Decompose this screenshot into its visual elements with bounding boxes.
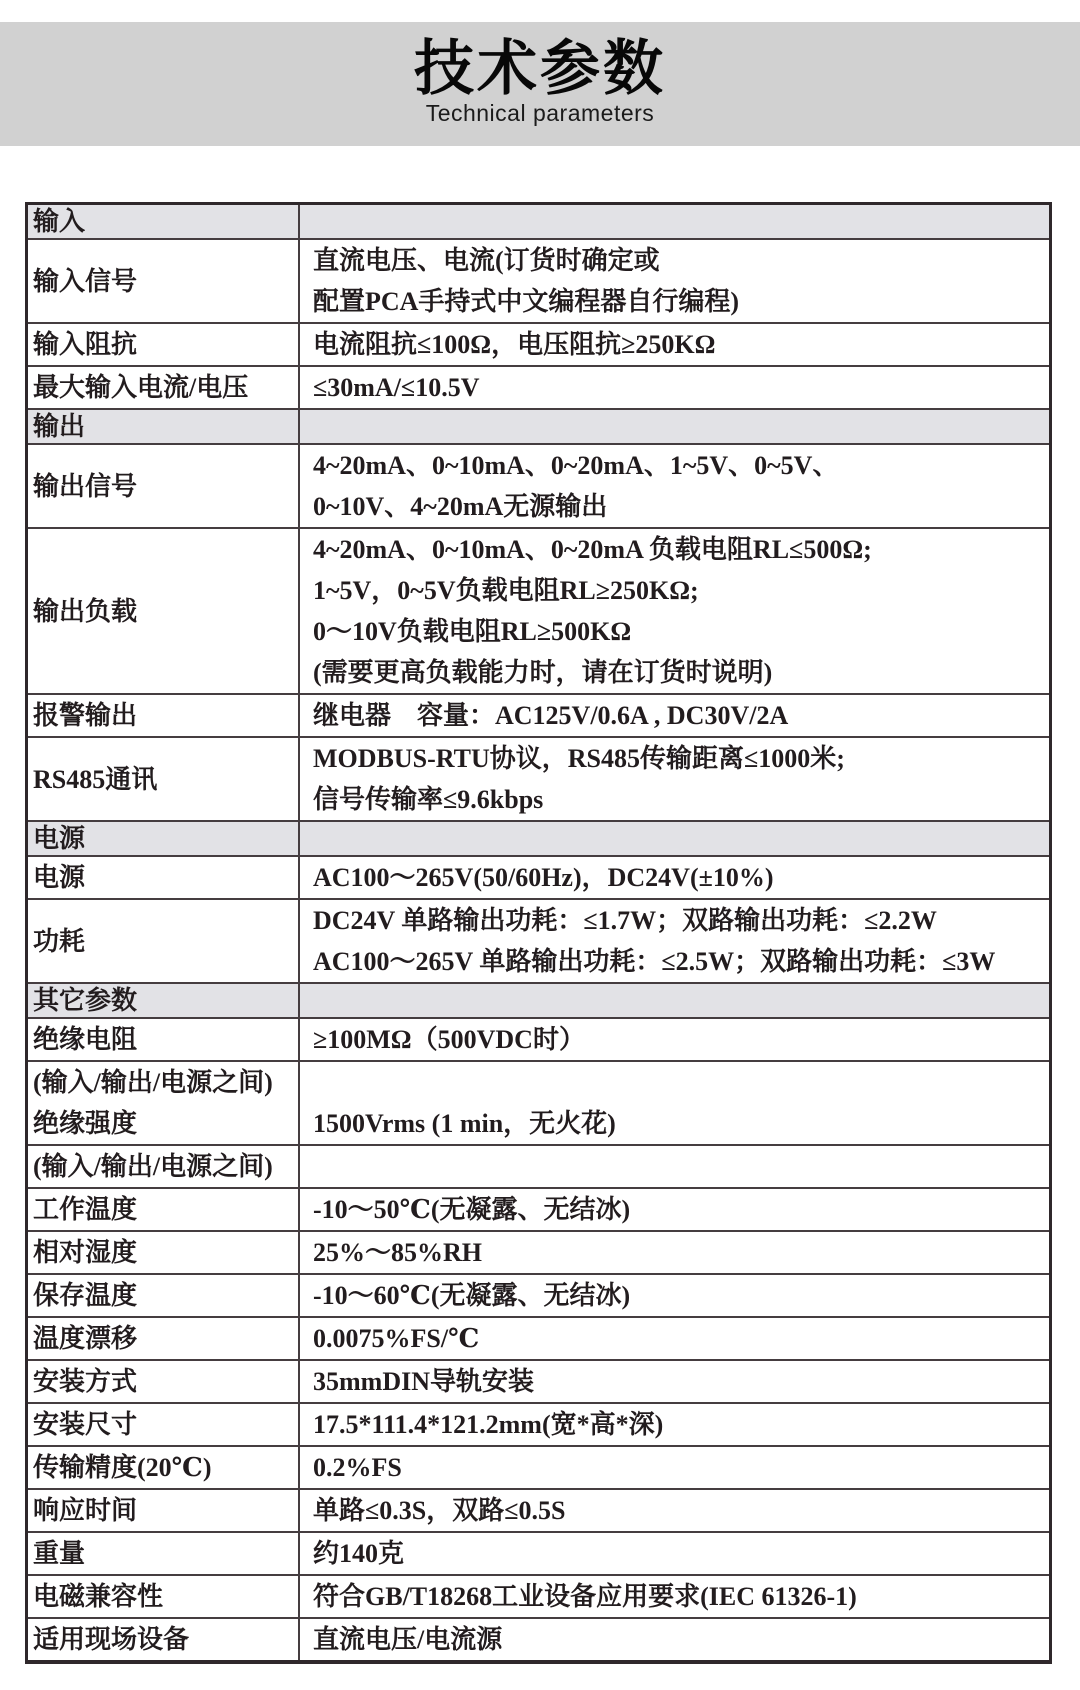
spec-row — [28, 898, 1049, 982]
title-banner — [0, 22, 1080, 146]
param-value: DC24V 单路输出功耗：≤1.7W；双路输出功耗：≤2.2W — [313, 906, 937, 935]
param-value-cell — [300, 1275, 1049, 1316]
param-value-cell — [300, 324, 1049, 365]
param-name: (输入/输出/电源之间) — [33, 1152, 273, 1181]
param-name-cell — [28, 1533, 300, 1574]
param-value: 电流阻抗≤100Ω，电压阻抗≥250KΩ — [313, 330, 716, 359]
param-name-cell — [28, 1619, 300, 1660]
section-title: 电源 — [33, 824, 86, 853]
param-name-cell — [28, 1019, 300, 1060]
spec-row — [28, 1187, 1049, 1230]
param-value: MODBUS-RTU协议，RS485传输距离≤1000米; — [313, 744, 845, 773]
param-value-cell — [300, 1361, 1049, 1402]
param-name: 相对湿度 — [33, 1238, 138, 1267]
spec-row — [28, 736, 1049, 820]
spec-row — [28, 443, 1049, 527]
param-value-cell — [300, 1447, 1049, 1488]
param-value: ≥100MΩ（500VDC时） — [313, 1025, 585, 1054]
param-value-cell — [300, 1533, 1049, 1574]
param-name: 响应时间 — [33, 1496, 138, 1525]
param-value: 0.0075%FS/℃ — [313, 1324, 480, 1353]
param-name: 输出负载 — [33, 596, 138, 626]
param-name: 重量 — [33, 1539, 86, 1568]
spec-row — [28, 527, 1049, 693]
param-name: RS485通讯 — [33, 764, 158, 794]
param-name: 绝缘强度 — [33, 1109, 138, 1138]
param-value: 4~20mA、0~10mA、0~20mA 负载电阻RL≤500Ω; — [313, 535, 872, 564]
spec-row — [28, 322, 1049, 365]
param-name: 输入阻抗 — [33, 330, 138, 359]
param-name: (输入/输出/电源之间) — [33, 1068, 273, 1097]
param-value: 直流电压/电流源 — [313, 1625, 503, 1654]
spec-row — [28, 1531, 1049, 1574]
param-name: 功耗 — [33, 926, 86, 956]
param-value: 配置PCA手持式中文编程器自行编程) — [313, 287, 740, 316]
param-name-cell — [28, 984, 300, 1017]
param-value: 直流电压、电流(订货时确定或 — [313, 246, 660, 275]
param-value-cell — [300, 1576, 1049, 1617]
param-value-cell — [300, 1062, 1049, 1144]
param-name: 绝缘电阻 — [33, 1025, 138, 1054]
param-name-cell — [28, 1146, 300, 1187]
param-name: 输出信号 — [33, 471, 138, 501]
page-subtitle: Technical parameters — [425, 100, 655, 126]
param-value: 符合GB/T18268工业设备应用要求(IEC 61326-1) — [313, 1582, 857, 1611]
param-name-cell — [28, 1275, 300, 1316]
param-name: 最大输入电流/电压 — [33, 373, 249, 402]
param-value: 0.2%FS — [313, 1453, 402, 1482]
param-name-cell — [28, 1576, 300, 1617]
param-value: 17.5*111.4*121.2mm(宽*高*深) — [313, 1410, 664, 1439]
param-value-cell — [300, 205, 1049, 238]
section-header-row — [28, 205, 1049, 238]
param-value: 继电器 容量：AC125V/0.6A , DC30V/2A — [313, 701, 789, 730]
param-value-cell — [300, 1189, 1049, 1230]
param-value: -10～50℃(无凝露、无结冰) — [313, 1195, 631, 1224]
spec-row — [28, 1617, 1049, 1660]
spec-row — [28, 855, 1049, 898]
spec-row — [28, 1359, 1049, 1402]
param-name: 保存温度 — [33, 1281, 138, 1310]
param-name: 安装方式 — [33, 1367, 138, 1396]
param-name-cell — [28, 695, 300, 736]
param-name: 电磁兼容性 — [33, 1582, 164, 1611]
spec-row — [28, 1017, 1049, 1060]
param-value: 35mmDIN导轨安装 — [313, 1367, 534, 1396]
spec-row — [28, 1144, 1049, 1187]
param-value-cell — [300, 857, 1049, 898]
param-name-cell — [28, 529, 300, 693]
page-title: 技术参数 — [414, 35, 666, 102]
param-value-cell — [300, 984, 1049, 1017]
param-value-cell — [300, 738, 1049, 820]
param-value: ≤30mA/≤10.5V — [313, 373, 480, 402]
param-name-cell — [28, 1404, 300, 1445]
section-title: 其它参数 — [33, 986, 138, 1015]
spec-row — [28, 1445, 1049, 1488]
spec-row — [28, 238, 1049, 322]
spec-row — [28, 1316, 1049, 1359]
param-value: -10～60℃(无凝露、无结冰) — [313, 1281, 631, 1310]
param-name-cell — [28, 445, 300, 527]
param-name-cell — [28, 410, 300, 443]
param-value-cell — [300, 445, 1049, 527]
spec-table — [25, 202, 1052, 1664]
spec-row — [28, 365, 1049, 408]
param-value: 信号传输率≤9.6kbps — [313, 785, 544, 814]
param-value-cell — [300, 1619, 1049, 1660]
param-value: 1500Vrms (1 min，无火花) — [313, 1109, 616, 1138]
param-value-cell — [300, 529, 1049, 693]
param-value: 0~10V、4~20mA无源输出 — [313, 492, 608, 521]
param-name: 安装尺寸 — [33, 1410, 138, 1439]
param-value-cell — [300, 1404, 1049, 1445]
param-name-cell — [28, 738, 300, 820]
param-name: 适用现场设备 — [33, 1625, 190, 1654]
spec-row — [28, 1273, 1049, 1316]
param-value-cell — [300, 695, 1049, 736]
param-value-cell — [300, 1318, 1049, 1359]
param-value: 25%～85%RH — [313, 1238, 483, 1267]
spec-row — [28, 693, 1049, 736]
spec-row — [28, 1230, 1049, 1273]
param-name-cell — [28, 1189, 300, 1230]
param-value-cell — [300, 1019, 1049, 1060]
section-header-row — [28, 408, 1049, 443]
param-value: 1~5V，0~5V负载电阻RL≥250KΩ; — [313, 576, 699, 605]
param-name-cell — [28, 1318, 300, 1359]
param-value-cell — [300, 1146, 1049, 1187]
param-name: 输入信号 — [33, 266, 138, 296]
param-value: 4~20mA、0~10mA、0~20mA、1~5V、0~5V、 — [313, 451, 839, 480]
param-value-cell — [300, 410, 1049, 443]
param-name-cell — [28, 1062, 300, 1144]
param-name-cell — [28, 240, 300, 322]
param-name: 工作温度 — [33, 1195, 138, 1224]
param-value: 单路≤0.3S，双路≤0.5S — [313, 1496, 566, 1525]
param-value: 0～10V负载电阻RL≥500KΩ — [313, 617, 632, 646]
param-name-cell — [28, 1361, 300, 1402]
param-value-cell — [300, 900, 1049, 982]
param-name: 传输精度(20℃) — [33, 1453, 212, 1482]
param-value-cell — [300, 367, 1049, 408]
param-value-cell — [300, 822, 1049, 855]
param-name-cell — [28, 1447, 300, 1488]
param-value: 约140克 — [313, 1539, 405, 1568]
spec-row — [28, 1488, 1049, 1531]
param-name-cell — [28, 1490, 300, 1531]
param-name-cell — [28, 1232, 300, 1273]
param-value: AC100～265V 单路输出功耗：≤2.5W；双路输出功耗：≤3W — [313, 947, 996, 976]
param-name-cell — [28, 205, 300, 238]
param-name-cell — [28, 367, 300, 408]
spec-row — [28, 1574, 1049, 1617]
section-header-row — [28, 820, 1049, 855]
param-value: (需要更高负载能力时，请在订货时说明) — [313, 658, 773, 687]
param-value: AC100～265V(50/60Hz)，DC24V(±10%) — [313, 863, 774, 892]
param-name: 电源 — [33, 863, 86, 892]
section-header-row — [28, 982, 1049, 1017]
spec-row — [28, 1060, 1049, 1144]
spec-row — [28, 1402, 1049, 1445]
param-value-cell — [300, 1232, 1049, 1273]
param-name-cell — [28, 857, 300, 898]
param-value-cell — [300, 240, 1049, 322]
section-title: 输出 — [33, 412, 86, 441]
param-value-cell — [300, 1490, 1049, 1531]
section-title: 输入 — [33, 207, 86, 236]
param-name-cell — [28, 822, 300, 855]
param-name-cell — [28, 324, 300, 365]
param-name: 温度漂移 — [33, 1324, 138, 1353]
param-name-cell — [28, 900, 300, 982]
param-name: 报警输出 — [33, 701, 138, 730]
